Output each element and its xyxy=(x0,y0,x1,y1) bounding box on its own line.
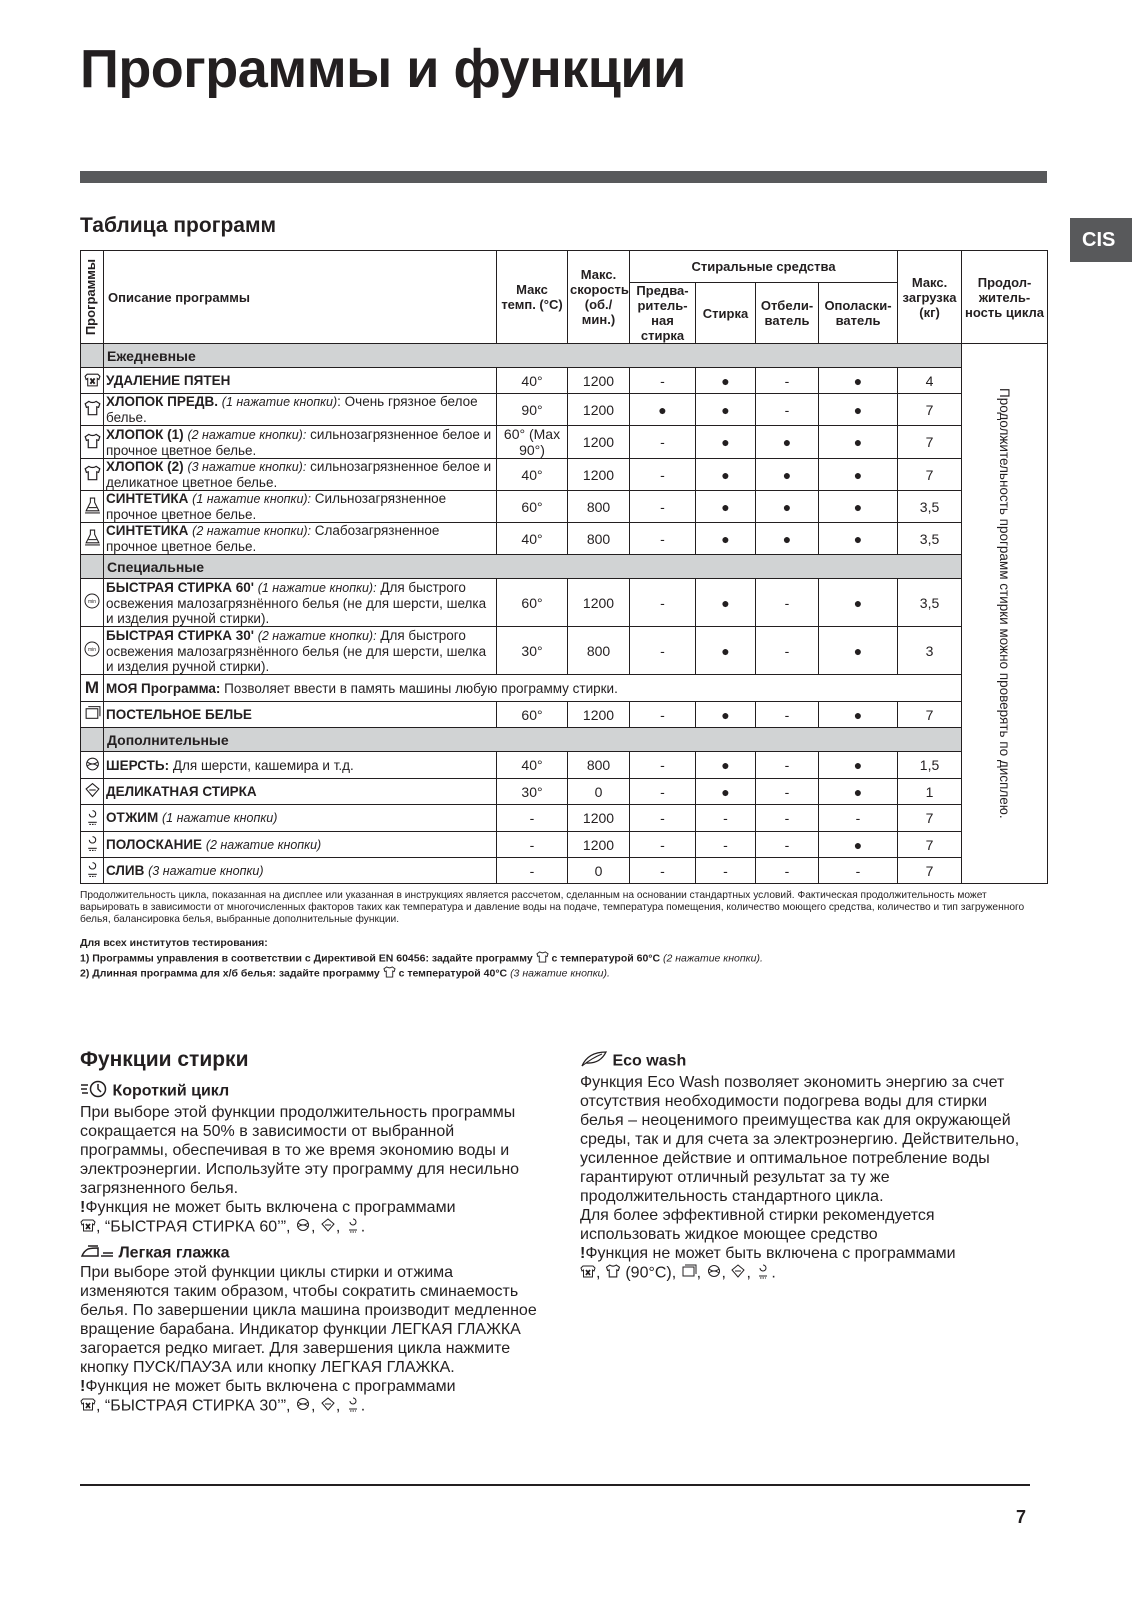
testing-2-note: (3 нажатие кнопки). xyxy=(510,967,610,980)
stain-icon xyxy=(580,1264,596,1283)
program-icon-cell xyxy=(81,459,104,491)
short-cycle-block: Короткий цикл При выборе этой функции продолжительность программы сокращается на 50% в зависимости от выбранной программы, обеспечивая в то же время экономию воды и электроэнергии. Используйте эту программу для несильно загрязненного белья. !Функция не может быть включена с программами , “БЫСТРАЯ СТИРКА 60’”, , , . xyxy=(80,1080,545,1238)
program-description xyxy=(104,858,497,884)
table-footnote: Продолжительность цикла, показанная на дисплее или указанная в инструкциях является рассчетом, сделанным на основании стандартных условий. Фактическая продолжительность может варьировать в зависимости от многочисленных факторов таких как температура и давление воды на подаче, температура помещения, количество моющего средства, количество и тип загруженного белья, балансировка белья, выбранные дополнительные функции. xyxy=(80,890,1025,925)
eco-wash-block: Eco wash Функция Eco Wash позволяет экономить энергию за счет отсутствия необходимости подогрева воды для стирки белья – неоценимого преимущества как для окружающей среды, так и для счета за электроэнергию. Действительно, усиленное действие и оптимальное потребление воды гарантируют отличный результат за ту же продолжительность стандартного цикла. Для более эффективной стирки рекомендуется использовать жидкое моющее средство !Функция не может быть включена с программами , (90°C), , , , . xyxy=(580,1050,1035,1284)
short-cycle-programs: , “БЫСТРАЯ СТИРКА 60’”, xyxy=(96,1218,291,1236)
temp-cell: 40° xyxy=(497,459,568,491)
header-detergents: Стиральные средства xyxy=(630,251,898,283)
table-row xyxy=(81,426,1048,459)
eco-wash-programs-temp: (90°C), xyxy=(625,1264,677,1282)
quick-wash-icon xyxy=(83,597,101,612)
load-cell: 7 xyxy=(898,805,962,832)
synthetics-icon xyxy=(84,502,101,517)
program-name: СЛИВ xyxy=(106,862,145,878)
spin-icon xyxy=(84,840,101,855)
short-cycle-title: Короткий цикл xyxy=(112,1082,230,1100)
program-description xyxy=(104,426,497,459)
softener-cell: - xyxy=(819,805,898,832)
svg-text:min: min xyxy=(87,599,97,605)
program-text: : Очень грязное белое белье. xyxy=(106,394,478,425)
prewash-cell: - xyxy=(630,779,696,805)
warning-mark: ! xyxy=(80,1199,86,1216)
speed-cell: 800 xyxy=(568,491,630,523)
quick-wash-icon xyxy=(83,645,101,660)
program-description xyxy=(104,394,497,426)
program-icon-cell xyxy=(81,779,104,805)
load-cell: 3 xyxy=(898,627,962,675)
duration-note: Продолжительность программ стирки можно проверять по дисплею. xyxy=(997,388,1013,819)
load-cell: 7 xyxy=(898,702,962,728)
program-name: ПОЛОСКАНИЕ xyxy=(106,836,203,852)
header-prewash: Предва-ритель-ная стирка xyxy=(630,283,696,344)
leaf-icon xyxy=(580,1050,608,1073)
table-row xyxy=(81,675,1048,702)
stain-icon xyxy=(80,1218,96,1237)
softener-cell: ● xyxy=(819,779,898,805)
page-title: Программы и функции xyxy=(80,39,686,99)
bleach-cell: ● xyxy=(756,459,819,491)
spin-icon xyxy=(345,1217,361,1238)
delicate-icon xyxy=(730,1264,746,1283)
stain-icon xyxy=(80,1397,96,1416)
temp-cell: 60° xyxy=(497,491,568,523)
cotton-shirt-icon xyxy=(84,437,101,452)
category-icon-cell xyxy=(81,344,104,368)
program-name: ХЛОПОК (2) xyxy=(106,459,184,474)
prewash-cell: - xyxy=(630,752,696,779)
load-cell: 7 xyxy=(898,394,962,426)
program-name: ХЛОПОК ПРЕДВ. xyxy=(106,394,219,409)
wash-cell: ● xyxy=(696,426,756,459)
speed-cell: 1200 xyxy=(568,426,630,459)
wool-icon xyxy=(295,1397,311,1416)
program-description xyxy=(104,627,497,675)
wash-cell: ● xyxy=(696,627,756,675)
bleach-cell: - xyxy=(756,858,819,884)
load-cell: 3,5 xyxy=(898,579,962,627)
cotton-shirt-icon xyxy=(605,1264,621,1283)
testing-heading: Для всех институтов тестирования: xyxy=(80,937,268,949)
temp-cell: - xyxy=(497,805,568,832)
program-icon-cell xyxy=(81,627,104,675)
prewash-cell: - xyxy=(630,832,696,858)
softener-cell: ● xyxy=(819,752,898,779)
program-description xyxy=(104,805,497,832)
softener-cell: ● xyxy=(819,523,898,555)
programs-table xyxy=(80,250,1048,884)
testing-line-1 xyxy=(80,951,763,966)
testing-2-temp: с температурой 40°C xyxy=(398,967,508,980)
prewash-cell: - xyxy=(630,426,696,459)
program-name: ХЛОПОК (1) xyxy=(106,426,184,442)
program-description xyxy=(104,523,497,555)
category-row xyxy=(81,344,1048,368)
cotton-shirt-icon xyxy=(84,469,101,484)
table-row xyxy=(81,491,1048,523)
program-description xyxy=(104,368,497,394)
speed-cell: 800 xyxy=(568,523,630,555)
eco-wash-title: Eco wash xyxy=(612,1052,687,1070)
speed-cell: 1200 xyxy=(568,805,630,832)
temp-cell: 30° xyxy=(497,627,568,675)
program-name: СИНТЕТИКА xyxy=(106,523,189,538)
program-note: (2 нажатие кнопки): xyxy=(192,524,312,538)
load-cell: 7 xyxy=(898,832,962,858)
wash-cell: ● xyxy=(696,459,756,491)
easy-iron-text: При выборе этой функции циклы стирки и отжима изменяются таким образом, чтобы сократить сминаемость белья. По завершении цикла машина производит медленное вращение барабана. Индикатор функции ЛЕГКАЯ ГЛАЖКА загорается редко мигает. Для завершения цикла нажмите кнопку ПУСК/ПАУЗА или кнопку ЛЕГКАЯ ГЛАЖКА. xyxy=(80,1264,537,1376)
load-cell: 7 xyxy=(898,858,962,884)
program-description xyxy=(104,459,497,491)
program-text: Для быстрого освежения малозагрязнённого белья (не для шерсти, шелка и изделия ручной стирки). xyxy=(106,627,487,674)
table-row xyxy=(81,832,1048,858)
program-icon-cell xyxy=(81,858,104,884)
wash-cell: ● xyxy=(696,779,756,805)
prewash-cell: - xyxy=(630,702,696,728)
bedding-icon xyxy=(84,709,101,724)
easy-iron-title: Легкая глажка xyxy=(118,1244,230,1262)
speed-cell: 800 xyxy=(568,752,630,779)
svg-text:min: min xyxy=(87,647,97,653)
cotton-shirt-icon xyxy=(383,966,396,981)
program-note: (1 нажатие кнопки) xyxy=(162,811,278,825)
table-row xyxy=(81,805,1048,832)
wool-icon xyxy=(84,760,101,775)
category-label-daily: Ежедневные xyxy=(104,344,962,368)
table-row xyxy=(81,627,1048,675)
load-cell: 7 xyxy=(898,426,962,459)
program-text: Для быстрого освежения малозагрязнённого белья (не для шерсти, шелка и изделия ручной стирки). xyxy=(106,579,487,626)
prewash-cell: - xyxy=(630,579,696,627)
delicate-icon xyxy=(320,1397,336,1416)
page-number: 7 xyxy=(1016,1507,1027,1527)
program-icon-cell xyxy=(81,491,104,523)
prewash-cell: - xyxy=(630,805,696,832)
program-description xyxy=(104,675,962,702)
program-icon-cell xyxy=(81,832,104,858)
table-row xyxy=(81,394,1048,426)
short-cycle-icon xyxy=(80,1080,108,1103)
easy-iron-warning: Функция не может быть включена с программами xyxy=(85,1378,456,1395)
bleach-cell: ● xyxy=(756,426,819,459)
spin-icon xyxy=(345,1396,361,1417)
load-cell: 3,5 xyxy=(898,491,962,523)
program-note: (1 нажатие кнопки): xyxy=(192,492,312,506)
program-note: (2 нажатие кнопки): xyxy=(187,427,307,442)
program-name: МОЯ Программа: xyxy=(106,680,221,696)
speed-cell: 1200 xyxy=(568,459,630,491)
wash-cell: - xyxy=(696,858,756,884)
wool-icon xyxy=(706,1264,722,1283)
speed-cell: 0 xyxy=(568,858,630,884)
softener-cell: ● xyxy=(819,702,898,728)
eco-wash-text: Функция Eco Wash позволяет экономить энергию за счет отсутствия необходимости подогрева воды для стирки белья – неоценимого преимущества как для окружающей среды, так и для счета за электроэнергию. Действительно, усиленное действие и оптимальное потребление воды гарантируют отличный результат за ту же продолжительность стандартного цикла. xyxy=(580,1074,1020,1205)
speed-cell: 0 xyxy=(568,779,630,805)
category-icon-cell xyxy=(81,555,104,579)
program-text: Позволяет ввести в память машины любую программу стирки. xyxy=(220,680,618,696)
bleach-cell: - xyxy=(756,627,819,675)
program-note: (2 нажатие кнопки): xyxy=(257,628,377,643)
table-row xyxy=(81,752,1048,779)
softener-cell: ● xyxy=(819,491,898,523)
wool-icon xyxy=(295,1218,311,1237)
softener-cell: ● xyxy=(819,832,898,858)
easy-iron-programs: , “БЫСТРАЯ СТИРКА 30’”, xyxy=(96,1397,291,1415)
table-row xyxy=(81,579,1048,627)
table-row xyxy=(81,523,1048,555)
wash-cell: - xyxy=(696,805,756,832)
program-icon-cell xyxy=(81,368,104,394)
speed-cell: 1200 xyxy=(568,579,630,627)
temp-cell: - xyxy=(497,832,568,858)
load-cell: 1,5 xyxy=(898,752,962,779)
load-cell: 4 xyxy=(898,368,962,394)
softener-cell: ● xyxy=(819,459,898,491)
load-cell: 3,5 xyxy=(898,523,962,555)
softener-cell: ● xyxy=(819,394,898,426)
wash-cell: - xyxy=(696,832,756,858)
prewash-cell: - xyxy=(630,459,696,491)
program-description xyxy=(104,832,497,858)
bleach-cell: - xyxy=(756,752,819,779)
wash-cell: ● xyxy=(696,579,756,627)
program-note: (1 нажатие кнопки): xyxy=(257,580,377,595)
my-program-icon: M xyxy=(84,678,100,697)
temp-cell: 60° xyxy=(497,702,568,728)
speed-cell: 1200 xyxy=(568,832,630,858)
bleach-cell: - xyxy=(756,702,819,728)
eco-wash-text-2: Для более эффективной стирки рекомендуется использовать жидкое моющее средство xyxy=(580,1207,935,1243)
category-label-additional: Дополнительные xyxy=(104,728,962,752)
program-note: (1 нажатие кнопки) xyxy=(221,395,338,409)
header-softener: Ополаски-ватель xyxy=(819,283,898,344)
easy-iron-block: Легкая глажка При выборе этой функции циклы стирки и отжима изменяются таким образом, чтобы сократить сминаемость белья. По завершении цикла машина производит медленное вращение барабана. Индикатор функции ЛЕГКАЯ ГЛАЖКА загорается редко мигает. Для завершения цикла нажмите кнопку ПУСК/ПАУЗА или кнопку ЛЕГКАЯ ГЛАЖКА. !Функция не может быть включена с программами , “БЫСТРАЯ СТИРКА 30’”, , , . xyxy=(80,1244,545,1417)
category-label-special: Специальные xyxy=(104,555,962,579)
iron-icon xyxy=(80,1244,114,1263)
program-note: (2 нажатие кнопки) xyxy=(205,837,322,852)
softener-cell: ● xyxy=(819,627,898,675)
table-row xyxy=(81,779,1048,805)
speed-cell: 1200 xyxy=(568,394,630,426)
bleach-cell: ● xyxy=(756,491,819,523)
warning-mark: ! xyxy=(580,1245,586,1262)
program-description xyxy=(104,779,497,805)
program-icon-cell xyxy=(81,675,104,702)
bleach-cell: - xyxy=(756,368,819,394)
category-row xyxy=(81,728,1048,752)
program-icon-cell xyxy=(81,702,104,728)
cotton-shirt-icon xyxy=(84,404,101,419)
program-icon-cell xyxy=(81,426,104,459)
softener-cell: ● xyxy=(819,579,898,627)
footer-rule xyxy=(80,1484,1030,1486)
table-row xyxy=(81,459,1048,491)
spin-icon xyxy=(84,814,101,829)
temp-cell: 30° xyxy=(497,779,568,805)
header-max-load: Макс. загрузка (кг) xyxy=(898,251,962,344)
eco-wash-warning: Функция не может быть включена с программами xyxy=(585,1245,956,1262)
prewash-cell: - xyxy=(630,523,696,555)
prewash-cell: - xyxy=(630,368,696,394)
program-icon-cell xyxy=(81,579,104,627)
load-cell: 7 xyxy=(898,459,962,491)
program-icon-cell xyxy=(81,523,104,555)
header-description: Описание программы xyxy=(104,251,497,344)
short-cycle-text: При выборе этой функции продолжительность программы сокращается на 50% в зависимости от выбранной программы, обеспечивая в то же время экономию воды и электроэнергии. Используйте эту программу для несильно загрязненного белья. xyxy=(80,1104,520,1197)
wash-cell: ● xyxy=(696,752,756,779)
spin-icon xyxy=(755,1263,771,1284)
category-icon-cell xyxy=(81,728,104,752)
delicate-icon xyxy=(320,1218,336,1237)
functions-section-title: Функции стирки xyxy=(80,1048,249,1071)
program-name: БЫСТРАЯ СТИРКА 30' xyxy=(106,627,254,643)
program-description xyxy=(104,491,497,523)
bleach-cell: - xyxy=(756,805,819,832)
table-row xyxy=(81,368,1048,394)
wash-cell: ● xyxy=(696,394,756,426)
program-icon-cell xyxy=(81,805,104,832)
header-bleach: Отбели-ватель xyxy=(756,283,819,344)
testing-1-note: (2 нажатие кнопки). xyxy=(663,952,763,965)
category-row xyxy=(81,555,1048,579)
program-name: ШЕРСТЬ: xyxy=(106,757,170,773)
program-icon-cell xyxy=(81,752,104,779)
softener-cell: - xyxy=(819,858,898,884)
speed-cell: 1200 xyxy=(568,702,630,728)
program-name: СИНТЕТИКА xyxy=(106,491,189,506)
prewash-cell: ● xyxy=(630,394,696,426)
program-name: ОТЖИМ xyxy=(106,810,159,825)
program-text: Для шерсти, кашемира и т.д. xyxy=(169,757,354,773)
wash-cell: ● xyxy=(696,491,756,523)
synthetics-icon xyxy=(84,534,101,549)
short-cycle-warning: Функция не может быть включена с программами xyxy=(85,1199,456,1216)
temp-cell: 90° xyxy=(497,394,568,426)
wash-cell: ● xyxy=(696,523,756,555)
program-description xyxy=(104,579,497,627)
table-row xyxy=(81,702,1048,728)
prewash-cell: - xyxy=(630,491,696,523)
speed-cell: 800 xyxy=(568,627,630,675)
temp-cell: - xyxy=(497,858,568,884)
testing-1-text: 1) Программы управления в соответствии с Директивой EN 60456: задайте программу xyxy=(80,952,533,965)
bleach-cell: - xyxy=(756,832,819,858)
program-name: БЫСТРАЯ СТИРКА 60' xyxy=(106,579,254,595)
program-name: ПОСТЕЛЬНОЕ БЕЛЬЕ xyxy=(106,707,252,722)
program-text: Сильнозагрязненное прочное цветное белье. xyxy=(106,491,447,522)
header-wash: Стирка xyxy=(696,283,756,344)
program-icon-cell xyxy=(81,394,104,426)
bleach-cell: - xyxy=(756,779,819,805)
temp-cell: 60° xyxy=(497,579,568,627)
header-max-temp: Макс темп. (°C) xyxy=(497,251,568,344)
temp-cell: 40° xyxy=(497,368,568,394)
program-name: ДЕЛИКАТНАЯ СТИРКА xyxy=(106,784,257,799)
cotton-shirt-icon xyxy=(536,951,549,966)
prewash-cell: - xyxy=(630,858,696,884)
wash-cell: ● xyxy=(696,368,756,394)
load-cell: 1 xyxy=(898,779,962,805)
warning-mark: ! xyxy=(80,1378,86,1395)
header-duration: Продол-житель-ность цикла xyxy=(962,251,1048,344)
softener-cell: ● xyxy=(819,368,898,394)
bleach-cell: ● xyxy=(756,523,819,555)
program-text: Слабозагрязненное прочное цветное белье. xyxy=(106,523,440,554)
header-programs: Программы xyxy=(83,258,98,336)
temp-cell: 40° xyxy=(497,523,568,555)
testing-line-2 xyxy=(80,966,610,981)
stain-icon xyxy=(84,375,101,390)
bleach-cell: - xyxy=(756,579,819,627)
prewash-cell: - xyxy=(630,627,696,675)
header-rule xyxy=(80,171,1047,183)
program-text: сильнозагрязненное белое и деликатное цветное белье. xyxy=(106,459,492,490)
testing-1-temp: с температурой 60°C xyxy=(551,952,661,965)
temp-cell: 60° (Max 90°) xyxy=(497,426,568,459)
temp-cell: 40° xyxy=(497,752,568,779)
program-description xyxy=(104,752,497,779)
language-badge: CIS xyxy=(1070,218,1132,262)
program-description xyxy=(104,702,497,728)
program-text: сильнозагрязненное белое и прочное цветное белье. xyxy=(106,426,492,458)
program-name: УДАЛЕНИЕ ПЯТЕН xyxy=(106,373,231,388)
program-note: (3 нажатие кнопки) xyxy=(148,863,264,878)
table-section-title: Таблица программ xyxy=(80,214,277,237)
wash-cell: ● xyxy=(696,702,756,728)
spin-icon xyxy=(84,866,101,881)
testing-2-text: 2) Длинная программа для х/б белья: задайте программу xyxy=(80,967,380,980)
speed-cell: 1200 xyxy=(568,368,630,394)
program-note: (3 нажатие кнопки): xyxy=(187,460,307,474)
softener-cell: ● xyxy=(819,426,898,459)
bleach-cell: - xyxy=(756,394,819,426)
delicate-icon xyxy=(84,786,101,801)
duration-cell xyxy=(962,344,1048,884)
header-max-speed: Макс. скорость (об./ мин.) xyxy=(568,251,630,344)
table-row xyxy=(81,858,1048,884)
bedding-icon xyxy=(681,1264,697,1283)
